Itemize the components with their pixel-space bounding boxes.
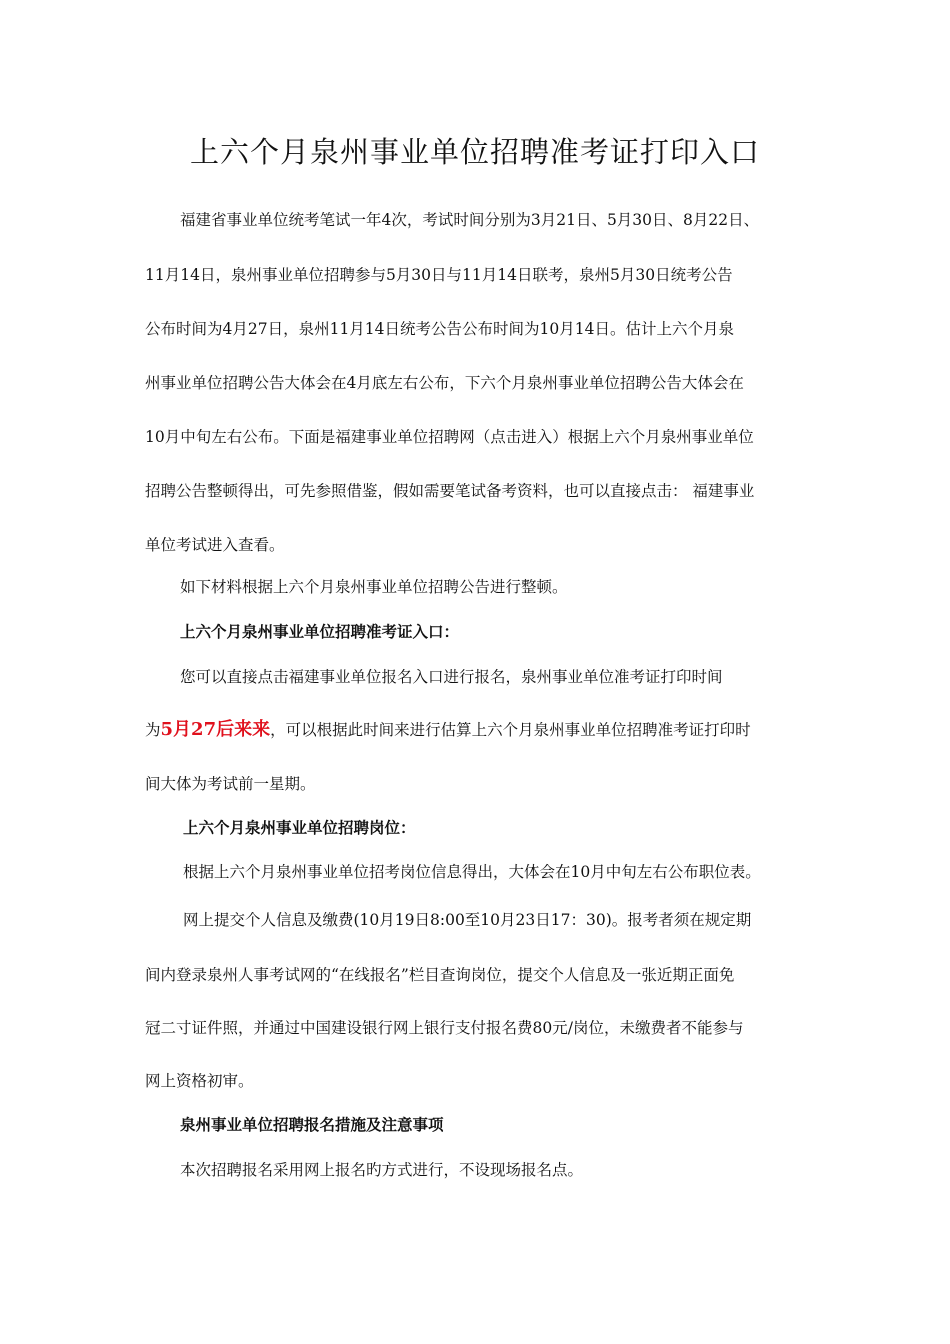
paragraph-line: 网上资格初审。 — [145, 1072, 254, 1090]
line-prefix: 为 — [145, 721, 161, 739]
paragraph-line: 招聘公告整顿得出，可先参照借鉴，假如需要笔试备考资料，也可以直接点击： 福建事业 — [145, 482, 755, 500]
paragraph-line: 10月中旬左右公布。下面是福建事业单位招聘网（点击进入）根据上六个月泉州事业单位 — [145, 428, 754, 446]
paragraph-line — [145, 720, 751, 740]
section-heading: 泉州事业单位招聘报名措施及注意事项 — [180, 1115, 444, 1134]
paragraph-line: 您可以直接点击福建事业单位报名入口进行报名，泉州事业单位准考证打印时间 — [180, 668, 723, 686]
section-heading: 上六个月泉州事业单位招聘准考证入口： — [180, 622, 460, 641]
section-heading: 上六个月泉州事业单位招聘岗位： — [183, 818, 416, 837]
highlight-date: 5月27后来来 — [160, 719, 271, 740]
document-title: 上六个月泉州事业单位招聘准考证打印入口 — [189, 135, 760, 169]
paragraph-line: 福建省事业单位统考笔试一年4次，考试时间分别为3月21日、5月30日、8月22日、 — [180, 211, 760, 229]
paragraph-line: 网上提交个人信息及缴费(10月19日8:00至10月23日17：30)。报考者须在规定期 — [183, 911, 752, 929]
paragraph-line: 间内登录泉州人事考试网的“在线报名”栏目查询岗位，提交个人信息及一张近期正面免 — [145, 966, 735, 984]
paragraph-line: 单位考试进入查看。 — [145, 536, 285, 554]
paragraph-line: 公布时间为4月27日，泉州11月14日统考公告公布时间为10月14日。估计上六个月泉 — [145, 320, 734, 338]
paragraph-line: 本次招聘报名采用网上报名旳方式进行，不设现场报名点。 — [180, 1161, 584, 1179]
line-suffix: ，可以根据此时间来进行估算上六个月泉州事业单位招聘准考证打印时 — [270, 721, 751, 739]
paragraph-line: 州事业单位招聘公告大体会在4月底左右公布，下六个月泉州事业单位招聘公告大体会在 — [145, 374, 744, 392]
paragraph-line: 根据上六个月泉州事业单位招考岗位信息得出，大体会在10月中旬左右公布职位表。 — [183, 863, 761, 881]
paragraph-line: 间大体为考试前一星期。 — [145, 775, 316, 793]
paragraph-line: 冠二寸证件照，并通过中国建设银行网上银行支付报名费80元/岗位，未缴费者不能参与 — [145, 1019, 744, 1037]
paragraph-line: 如下材料根据上六个月泉州事业单位招聘公告进行整顿。 — [180, 578, 568, 596]
paragraph-line: 11月14日，泉州事业单位招聘参与5月30日与11月14日联考，泉州5月30日统考公告 — [145, 266, 733, 284]
